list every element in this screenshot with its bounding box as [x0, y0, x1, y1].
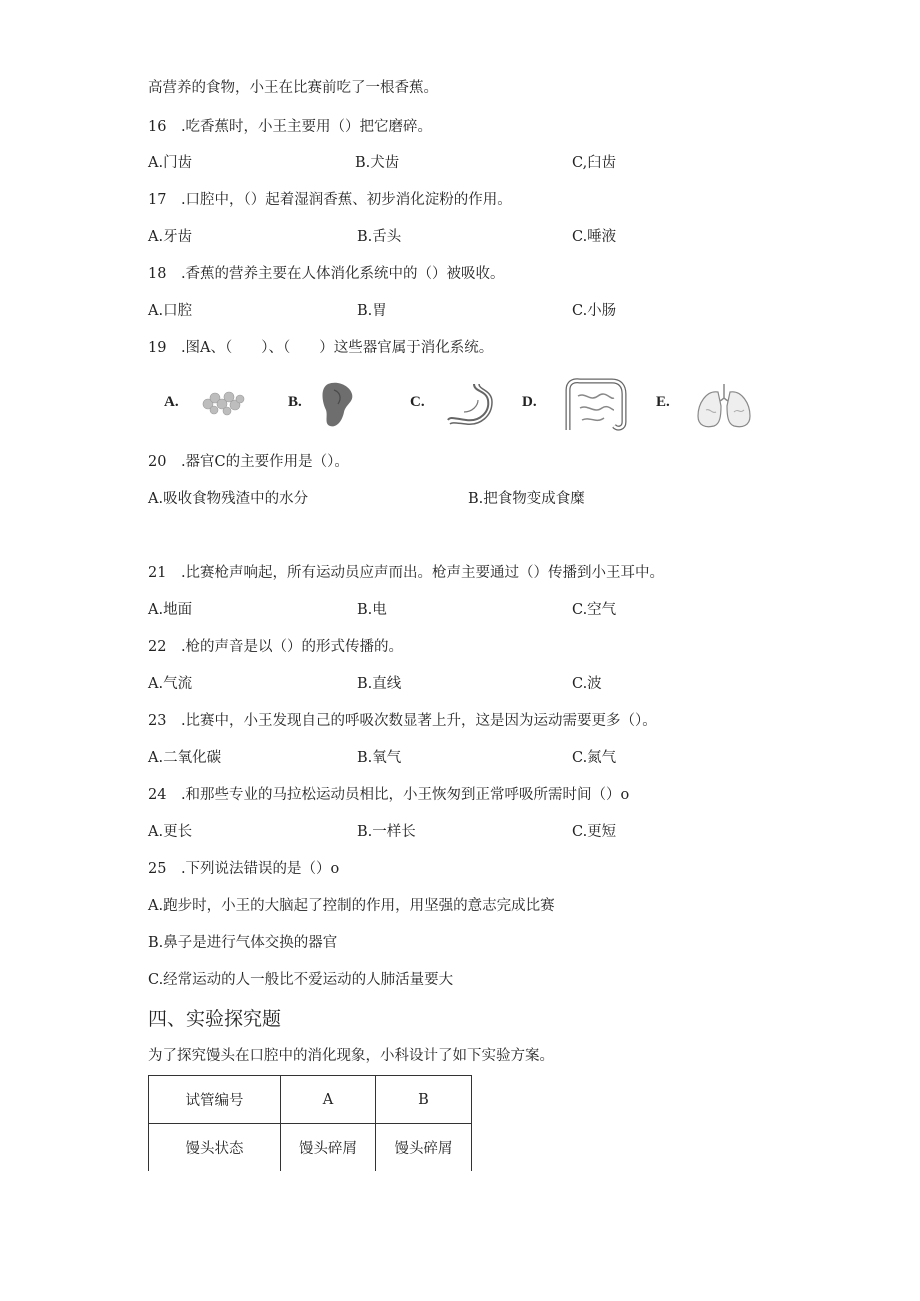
q16-option-b: B.犬齿: [355, 155, 400, 171]
table-cell: 馒头状态: [149, 1124, 281, 1172]
intro-line: 高营养的食物，小王在比赛前吃了一根香蕉。: [148, 80, 438, 96]
question-23-stem: 23 .比赛中，小王发现自己的呼吸次数显著上升，这是因为运动需要更多（）。: [148, 713, 657, 729]
organ-label-c: C.: [410, 394, 425, 410]
q22-option-c: C.波: [572, 676, 602, 692]
q23-option-c: C.氮气: [572, 750, 617, 766]
q20-option-b: B.把食物变成食糜: [468, 491, 585, 507]
q24-option-b: B.一样长: [357, 824, 416, 840]
organ-label-b: B.: [288, 394, 302, 410]
question-24-stem: 24 .和那些专业的马拉松运动员相比，小王恢匆到正常呼吸所需时间（）o: [148, 787, 630, 803]
q18-option-a: A.口腔: [148, 303, 193, 319]
lungs-icon: [694, 380, 754, 432]
table-row: [149, 1124, 472, 1172]
q17-option-c: C.唾液: [572, 229, 617, 245]
q23-option-b: B.氧气: [357, 750, 402, 766]
intestine-icon: [560, 376, 630, 436]
table-cell: B: [376, 1076, 472, 1124]
question-19-stem: 19 .图A、（ ）、（ ）这些器官属于消化系统。: [148, 340, 494, 356]
section-4-intro: 为了探究馒头在口腔中的消化现象，小科设计了如下实验方案。: [148, 1048, 554, 1064]
q21-option-a: A.地面: [148, 602, 193, 618]
q23-option-a: A.二氧化碳: [148, 750, 222, 766]
q20-option-a: A.吸收食物残渣中的水分: [148, 491, 309, 507]
salivary-gland-icon: [200, 386, 248, 424]
question-17-stem: 17 .口腔中，（）起着湿润香蕉、初步消化淀粉的作用。: [148, 192, 512, 208]
q17-option-a: A.牙齿: [148, 229, 193, 245]
question-21-stem: 21 .比赛枪声响起，所有运动员应声而出。枪声主要通过（）传播到小王耳中。: [148, 565, 665, 581]
q24-option-c: C.更短: [572, 824, 617, 840]
q16-option-c: C,臼齿: [572, 155, 617, 171]
q22-option-a: A.气流: [148, 676, 193, 692]
liver-icon: [320, 380, 360, 432]
organ-label-e: E.: [656, 394, 670, 410]
q18-option-c: C.小肠: [572, 303, 617, 319]
question-20-stem: 20 .器官C的主要作用是（）。: [148, 454, 349, 470]
table-row: [149, 1076, 472, 1124]
question-22-stem: 22 .枪的声音是以（）的形式传播的。: [148, 639, 404, 655]
q18-option-b: B.胃: [357, 303, 387, 319]
q16-option-a: A.门齿: [148, 155, 193, 171]
q25-option-b: B.鼻子是进行气体交换的器官: [148, 935, 338, 951]
table-cell: 试管编号: [149, 1076, 281, 1124]
stomach-icon: [446, 382, 494, 426]
organ-label-d: D.: [522, 394, 537, 410]
q24-option-a: A.更长: [148, 824, 193, 840]
table-cell: A: [281, 1076, 376, 1124]
question-18-stem: 18 .香蕉的营养主要在人体消化系统中的（）被吸收。: [148, 266, 505, 282]
q25-option-a: A.跑步时，小王的大脑起了控制的作用，用坚强的意志完成比赛: [148, 898, 555, 914]
q21-option-b: B.电: [357, 602, 387, 618]
question-25-stem: 25 .下列说法错误的是（）o: [148, 861, 340, 877]
section-4-title: 四、实验探究题: [148, 1008, 282, 1030]
question-16-stem: 16 .吃香蕉时，小王主要用（）把它磨碎。: [148, 119, 433, 135]
organ-label-a: A.: [164, 394, 179, 410]
experiment-table: [148, 1075, 472, 1171]
q25-option-c: C.经常运动的人一般比不爱运动的人肺活量要大: [148, 972, 454, 988]
q22-option-b: B.直线: [357, 676, 402, 692]
table-cell: 馒头碎屑: [376, 1124, 472, 1172]
q17-option-b: B.舌头: [357, 229, 402, 245]
organ-figure: [160, 376, 760, 438]
table-cell: 馒头碎屑: [281, 1124, 376, 1172]
q21-option-c: C.空气: [572, 602, 617, 618]
